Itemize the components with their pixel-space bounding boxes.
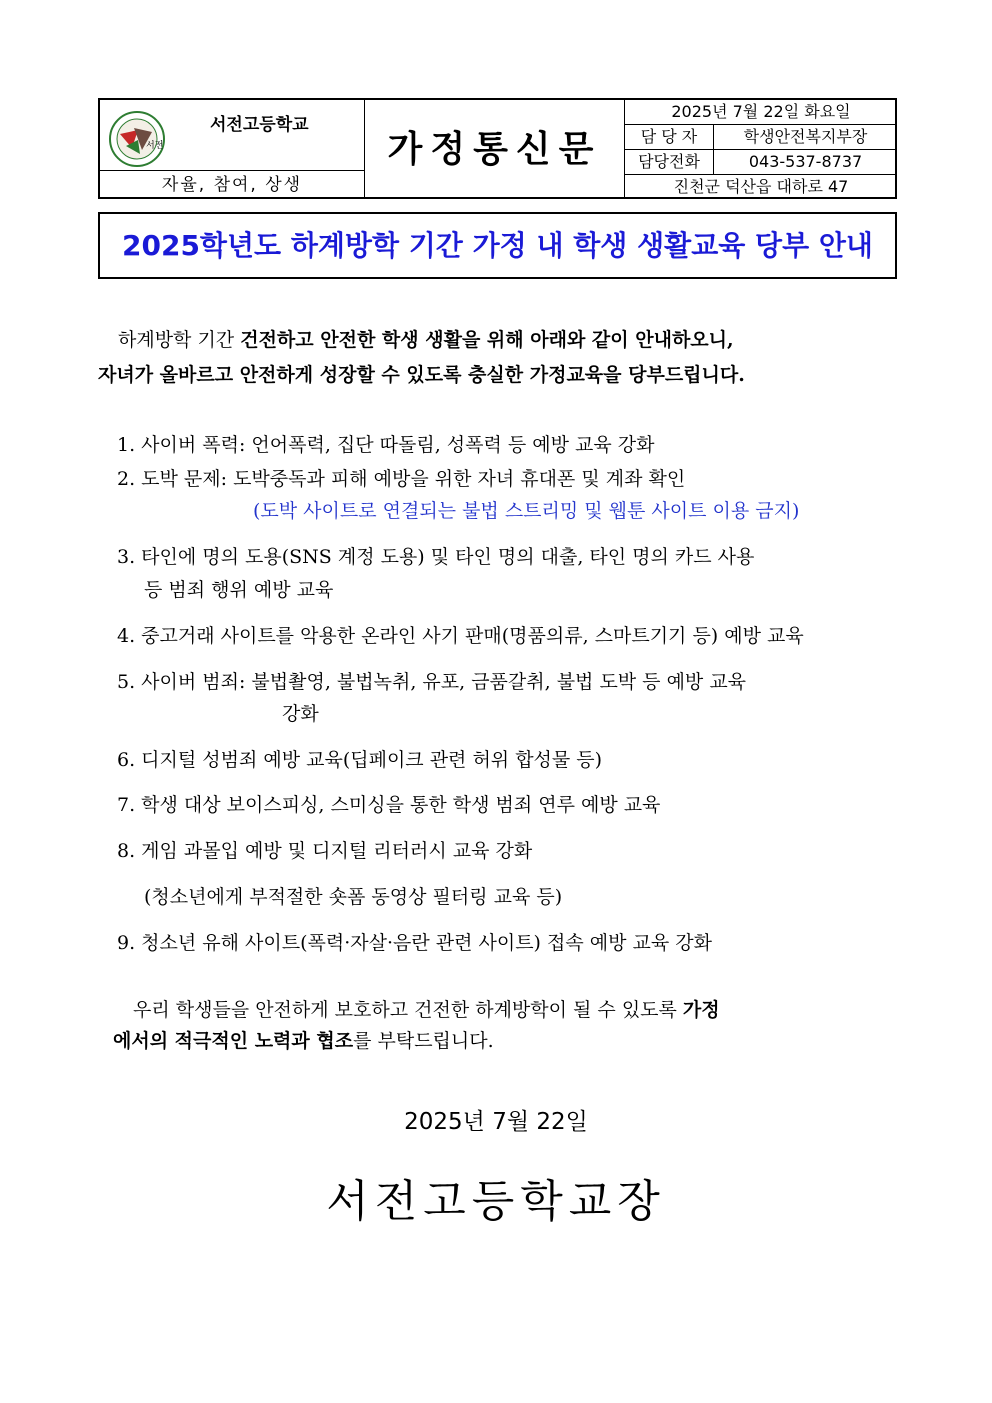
list-item-cont: (청소년에게 부적절한 숏폼 동영상 필터링 교육 등): [144, 886, 563, 908]
manager-value: 학생안전복지부장: [743, 127, 868, 146]
school-box: [100, 100, 364, 170]
manager-label: 담 당 자: [640, 127, 698, 146]
school-logo-icon: [108, 110, 166, 168]
list-item: 2. 도박 문제: 도박중독과 피해 예방을 위한 자녀 휴대폰 및 계좌 확인: [117, 468, 686, 490]
document-title: 가정통신문: [387, 129, 602, 170]
closing-line-2: 에서의 적극적인 노력과 협조를 부탁드립니다.: [113, 1030, 494, 1052]
closing-line-1: 우리 학생들을 안전하게 보호하고 건전한 하계방학이 될 수 있도록 가정: [133, 999, 720, 1021]
list-item-note: (도박 사이트로 연결되는 불법 스트리밍 및 웹툰 사이트 이용 금지): [253, 500, 800, 522]
list-item-cont: 등 범죄 행위 예방 교육: [144, 579, 334, 601]
list-item: 6. 디지털 성범죄 예방 교육(딥페이크 관련 허위 합성물 등): [117, 749, 603, 771]
list-item: 5. 사이버 범죄: 불법촬영, 불법녹취, 유포, 금품갈취, 불법 도박 등 예방 교육: [117, 671, 747, 693]
school-name: 서전고등학교: [210, 115, 309, 135]
list-item: 4. 중고거래 사이트를 악용한 온라인 사기 판매(명품의류, 스마트기기 등) 예방 교육: [117, 625, 804, 647]
list-item: 3. 타인에 명의 도용(SNS 계정 도용) 및 타인 명의 대출, 타인 명의 카드 사용: [117, 546, 755, 568]
list-item-cont: 강화: [282, 703, 319, 725]
list-item: 1. 사이버 폭력: 언어폭력, 집단 따돌림, 성폭력 등 예방 교육 강화: [117, 434, 655, 456]
list-item: 8. 게임 과몰입 예방 및 디지털 리터러시 교육 강화: [117, 840, 533, 862]
notice-banner: 2025학년도 하계방학 기간 가정 내 학생 생활교육 당부 안내: [98, 212, 897, 279]
info-panel: [625, 100, 897, 199]
intro-line-2: 자녀가 올바르고 안전하게 성장할 수 있도록 충실한 가정교육을 당부드립니다.: [98, 364, 745, 386]
intro-line-1: 하계방학 기간 건전하고 안전한 학생 생활을 위해 아래와 같이 안내하오니,: [118, 329, 734, 351]
list-item: 7. 학생 대상 보이스피싱, 스미싱을 통한 학생 범죄 연루 예방 교육: [117, 794, 661, 816]
svg-text:서전: 서전: [146, 141, 164, 151]
list-item: 9. 청소년 유해 사이트(폭력·자살·음란 관련 사이트) 접속 예방 교육 강화: [117, 932, 712, 954]
phone-label: 담당전화: [638, 152, 700, 171]
header-table: [98, 98, 897, 199]
school-address: 진천군 덕산읍 대하로 47: [673, 177, 849, 196]
document-date: 2025년 7월 22일: [404, 1109, 588, 1135]
principal-signature: 서전고등학교장: [326, 1176, 666, 1227]
issue-date: 2025년 7월 22일 화요일: [671, 102, 851, 121]
school-motto: 자율, 참여, 상생: [161, 175, 303, 195]
phone-value: 043-537-8737: [748, 152, 863, 171]
